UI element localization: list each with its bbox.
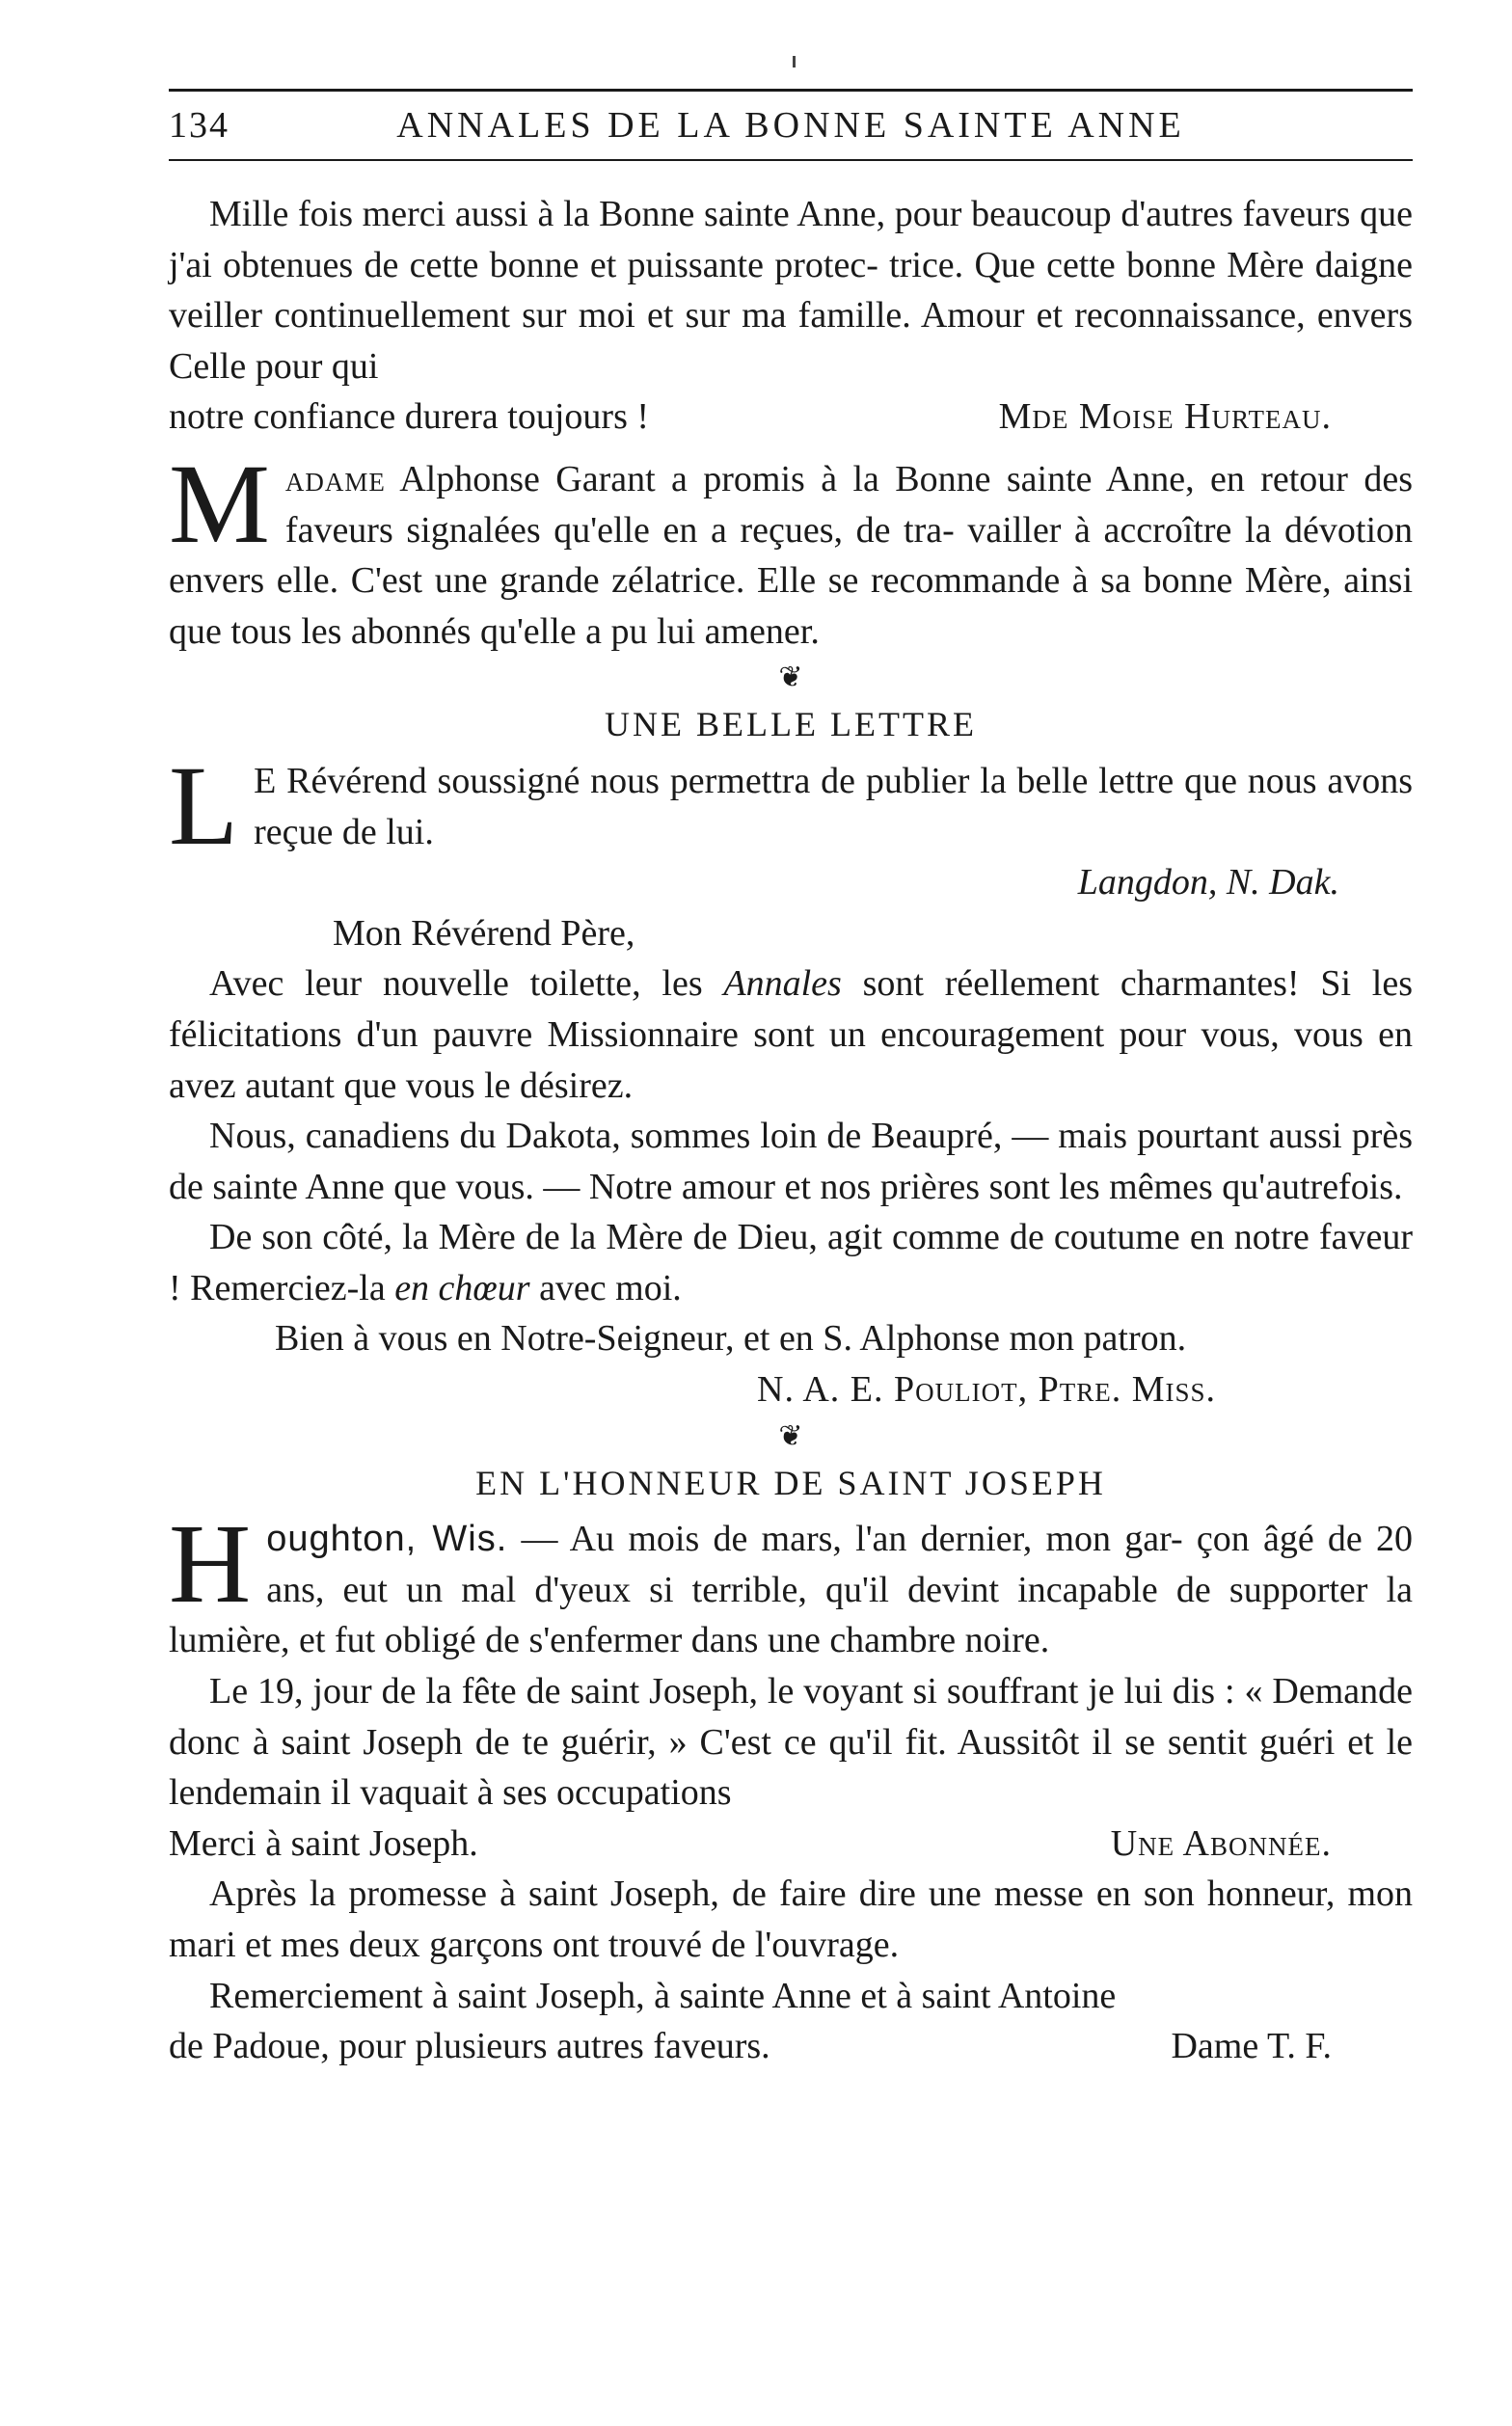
text-line: De son côté, la Mère de la Mère de Dieu, agit comme de coutume — [209, 1217, 1180, 1258]
running-header — [169, 89, 1413, 161]
salutation: Mon Révérend Père, — [333, 912, 635, 954]
text-line: et sur ma famille. Amour et reconnaissance, envers Celle pour qui — [169, 295, 1413, 387]
paragraph-letter-3 — [169, 1212, 1413, 1313]
text-line: prières sont les mêmes qu'autrefois. — [879, 1166, 1403, 1207]
text-line: notre confiance durera toujours ! — [169, 396, 650, 438]
paragraph-joseph-2 — [169, 1666, 1413, 1819]
dateline: Langdon, N. Dak. — [1077, 862, 1339, 903]
section-title: UNE BELLE LETTRE — [605, 705, 977, 744]
text-line: Nous, canadiens du Dakota, sommes loin de Beaupré, — mais — [209, 1116, 1128, 1157]
text-line: Après la promesse à saint Joseph, de faire dire une messe en son — [209, 1873, 1195, 1915]
paragraph-letter-2 — [169, 1111, 1413, 1212]
text-line: une chambre noire. — [767, 1620, 1050, 1661]
text-line: çon âgé de 20 ans, eut un mal d'yeux si terrible, qu'il devint — [266, 1519, 1414, 1610]
running-title: ANNALES DE LA BONNE SAINTE ANNE — [396, 105, 1185, 146]
print-mark — [793, 56, 796, 67]
text-line: Si les félicitations d'un pauvre Missionnaire sont un encouragement — [169, 963, 1414, 1055]
paragraph-letter-1 — [169, 958, 1413, 1111]
text-line: Remerciement à saint Joseph, à sainte Anne et à saint Antoine — [209, 1975, 1117, 2016]
text-line: en notre faveur ! Remerciez-la — [169, 1217, 1414, 1308]
text-line: en retour des faveurs signalées qu'elle en a reçues, de tra- — [284, 458, 1414, 551]
letter-signature: N. A. E. Pouliot, Ptre. Miss. — [757, 1369, 1217, 1411]
text-line: dis : « Demande donc à saint Joseph de te guérir, » C'est ce qu'il fit. — [169, 1671, 1413, 1763]
text-line: Mille fois merci aussi à la Bonne sainte Anne, pour beaucoup — [209, 194, 1112, 234]
ornament: ❦ — [778, 1419, 803, 1452]
text-line: Avec leur nouvelle toilette, les — [209, 963, 703, 1005]
journal-title: Annales — [723, 963, 842, 1005]
text-line: de Padoue, pour plusieurs autres faveurs. — [169, 2026, 770, 2067]
text-line: Merci à saint Joseph. — [169, 1822, 478, 1864]
text-line: Aussitôt il se sentit guéri et le lendemain il vaquait à ses occupations — [169, 1721, 1413, 1814]
text-line: sont réellement charmantes! — [862, 963, 1300, 1005]
text-line: trice. Que cette bonne Mère daigne veiller continuellement sur moi — [169, 244, 1413, 337]
drop-cap: M — [169, 440, 270, 567]
text-line: honneur, mon mari et mes deux garçons ont trouvé de l'ouvrage. — [169, 1873, 1414, 1965]
text-line: d'autres faveurs que j'ai obtenues de cette bonne et puissante protec- — [169, 194, 1414, 285]
page-body — [169, 189, 1413, 2072]
drop-cap: L — [169, 741, 239, 869]
text-line: incapable de supporter la lumière, et fut obligé de s'enfermer dans — [169, 1569, 1414, 1661]
text-line: E Révérend soussigné nous permettra de publier la belle lettre — [254, 760, 1174, 801]
text-line: vailler à accroître la dévotion envers elle. C'est une grande zélatrice. — [169, 509, 1414, 602]
paragraph-thanks — [169, 189, 1413, 391]
signature-line — [169, 1819, 1413, 1870]
signature: Dame T. F. — [1171, 2026, 1332, 2067]
signature: Une Abonnée. — [1110, 1822, 1332, 1864]
text-line: Alphonse Garant a promis à la Bonne sainte Anne, — [399, 458, 1195, 499]
text-line: — Au mois de mars, l'an dernier, mon gar- — [521, 1519, 1183, 1560]
ornament: ❦ — [778, 661, 803, 694]
italic-phrase: en chœur — [394, 1267, 530, 1308]
paragraph-lettre-intro — [169, 741, 1414, 869]
letter-closing: Bien à vous en Notre-Seigneur, et en S. Alphonse mon patron. — [275, 1318, 1187, 1360]
text-line: Elle se recommande à sa bonne Mère, ainsi que tous les abonnés — [169, 560, 1414, 652]
text-line: pourtant aussi près de sainte Anne que vous. — Notre amour et nos — [169, 1116, 1413, 1207]
text-line: Le 19, jour de la fête de saint Joseph, le voyant si souffrant je lui — [209, 1671, 1163, 1712]
signature: Mde Moise Hurteau. — [998, 396, 1332, 438]
text-line: qu'elle a pu lui amener. — [479, 610, 820, 652]
signature-line — [169, 2021, 1413, 2072]
drop-cap: H — [169, 1500, 252, 1628]
page-number: 134 — [169, 105, 230, 146]
lead-words: adame — [284, 458, 386, 499]
section-title: EN L'HONNEUR DE SAINT JOSEPH — [475, 1463, 1106, 1502]
paragraph-garant — [169, 440, 1414, 657]
signature-line — [169, 391, 1413, 443]
place-name: oughton, Wis. — [266, 1519, 508, 1560]
paragraph-houghton — [169, 1500, 1414, 1666]
paragraph-joseph-4 — [169, 1971, 1413, 2022]
page — [169, 0, 1413, 2426]
text-line: avec moi. — [539, 1267, 682, 1308]
paragraph-joseph-3 — [169, 1869, 1413, 1970]
text-line: pour vous, vous en avez autant que vous le désirez. — [169, 1013, 1413, 1106]
text-line: que nous avons reçue de lui. — [254, 760, 1414, 852]
